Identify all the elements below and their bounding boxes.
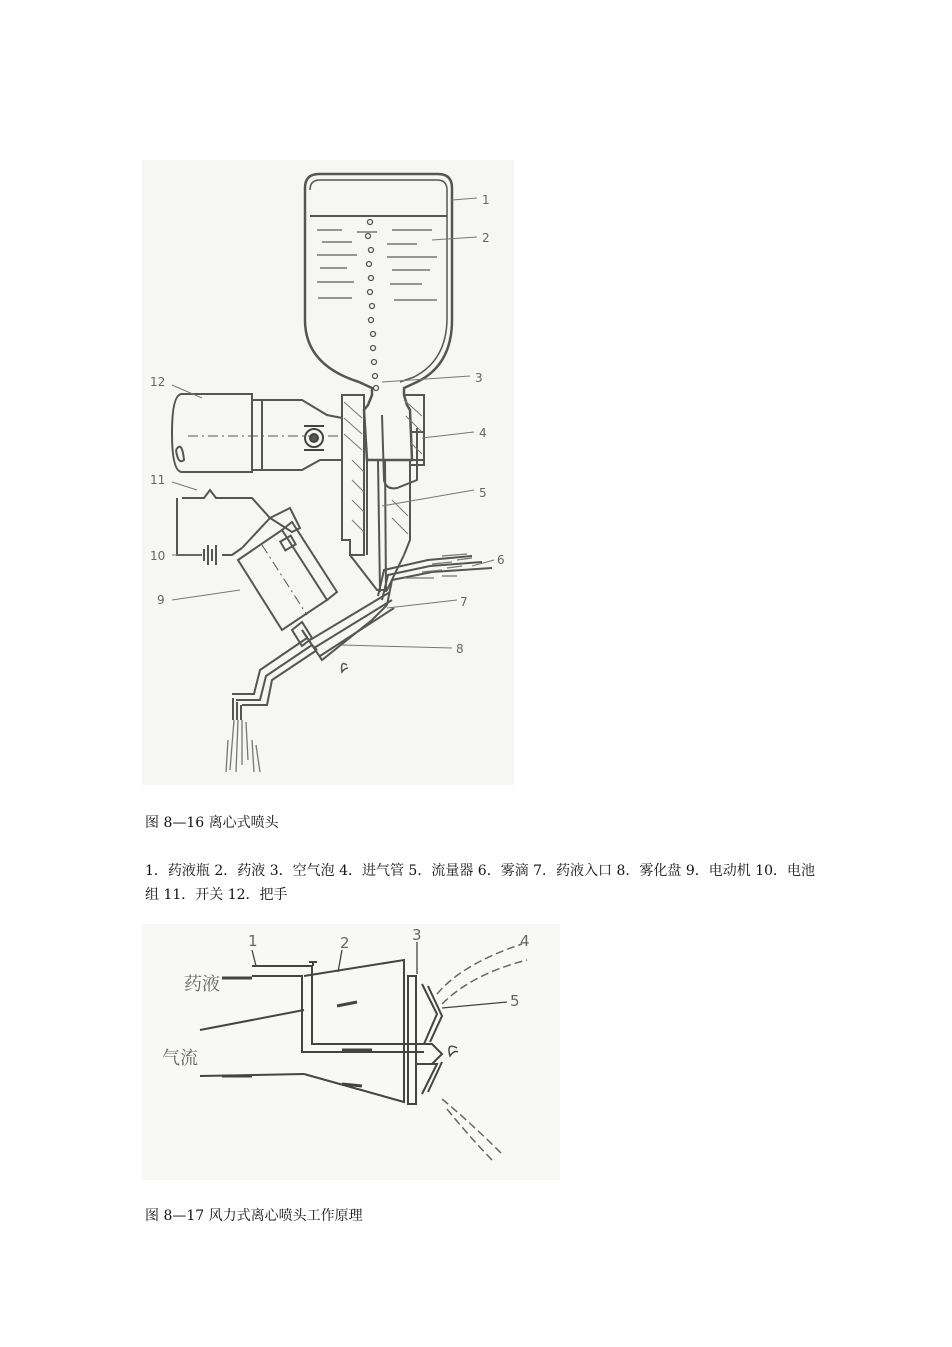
callout-3: 3 [412, 926, 422, 944]
callout-7: 7 [460, 595, 468, 609]
callout-8: 8 [456, 642, 464, 656]
callout-5: 5 [479, 486, 487, 500]
callout-2: 2 [340, 934, 350, 952]
callout-1: 1 [482, 193, 490, 207]
callout-4: 4 [479, 426, 487, 440]
callout-1: 1 [248, 932, 258, 950]
figure-8-16-caption: 图 8—16 离心式喷头 [145, 815, 279, 831]
callout-5: 5 [510, 992, 520, 1010]
callout-2: 2 [482, 231, 490, 245]
callout-11: 11 [150, 473, 166, 487]
label-liquid: 药液 [184, 974, 220, 995]
figure-8-17-diagram [142, 924, 560, 1180]
callout-4: 4 [520, 932, 530, 950]
callout-6: 6 [497, 553, 505, 567]
air-driven-centrifugal-nozzle-drawing [142, 924, 560, 1180]
label-airflow: 气流 [162, 1048, 198, 1069]
callout-12: 12 [150, 375, 166, 389]
callout-3: 3 [475, 371, 483, 385]
callout-9: 9 [157, 593, 165, 607]
callout-10: 10 [150, 549, 166, 563]
figure-8-16-legend: 1．药液瓶 2．药液 3．空气泡 4．进气管 5．流量器 6．雾滴 7．药液入口 8．雾化盘 9．电动机 10．电池组 11．开关 12．把手 [145, 863, 816, 903]
centrifugal-nozzle-drawing [142, 160, 514, 785]
figure-8-16-diagram [142, 160, 514, 785]
figure-8-17-caption: 图 8—17 风力式离心喷头工作原理 [145, 1208, 363, 1224]
